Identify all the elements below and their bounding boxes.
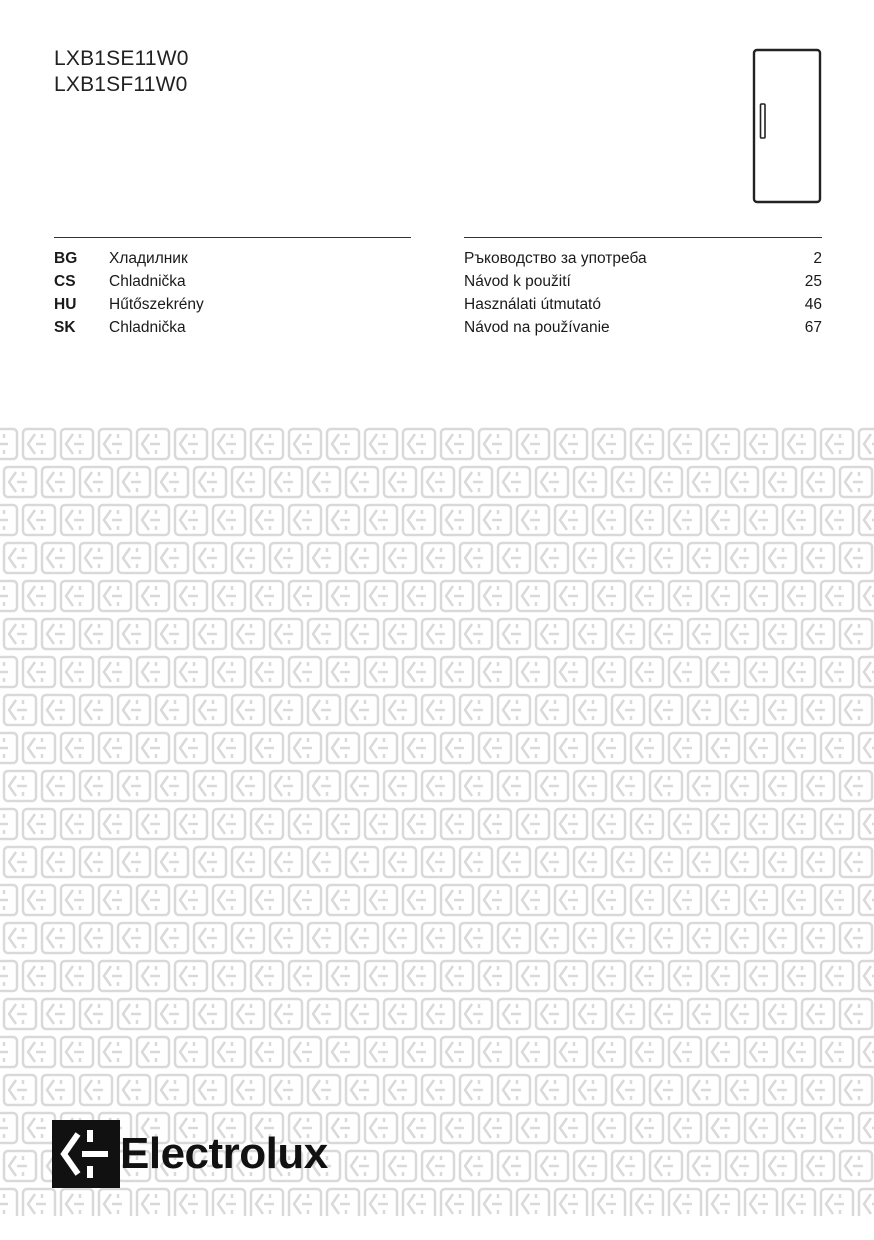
language-row	[54, 316, 411, 339]
page-number: 2	[813, 249, 822, 267]
language-code: CS	[54, 272, 76, 290]
refrigerator-icon	[752, 48, 822, 204]
manual-title: Návod na používanie	[464, 318, 610, 336]
model-number: LXB1SE11W0	[54, 47, 189, 70]
divider	[54, 237, 411, 238]
page-number: 67	[804, 318, 822, 336]
language-code: SK	[54, 318, 76, 336]
product-name: Chladnička	[109, 318, 186, 336]
manual-title: Használati útmutató	[464, 295, 601, 313]
page-number: 25	[804, 272, 822, 290]
manual-title: Návod k použití	[464, 272, 571, 290]
model-number: LXB1SF11W0	[54, 73, 188, 96]
language-row	[54, 270, 411, 293]
model-numbers	[54, 46, 189, 98]
language-row	[54, 247, 411, 270]
logo-pattern-background	[0, 424, 874, 1216]
language-code: HU	[54, 295, 77, 313]
page-number: 46	[804, 295, 822, 313]
product-name: Hűtőszekrény	[109, 295, 204, 313]
manual-index	[464, 247, 822, 339]
language-list	[54, 247, 411, 339]
electrolux-logo-icon	[52, 1120, 120, 1188]
manual-title: Ръководство за употреба	[464, 249, 647, 267]
divider	[464, 237, 822, 238]
manual-row	[464, 293, 822, 316]
product-name: Chladnička	[109, 272, 186, 290]
language-row	[54, 293, 411, 316]
language-code: BG	[54, 249, 78, 267]
manual-row	[464, 316, 822, 339]
brand-name: Electrolux	[120, 1129, 328, 1178]
manual-row	[464, 247, 822, 270]
manual-row	[464, 270, 822, 293]
product-name: Хладилник	[109, 249, 188, 267]
